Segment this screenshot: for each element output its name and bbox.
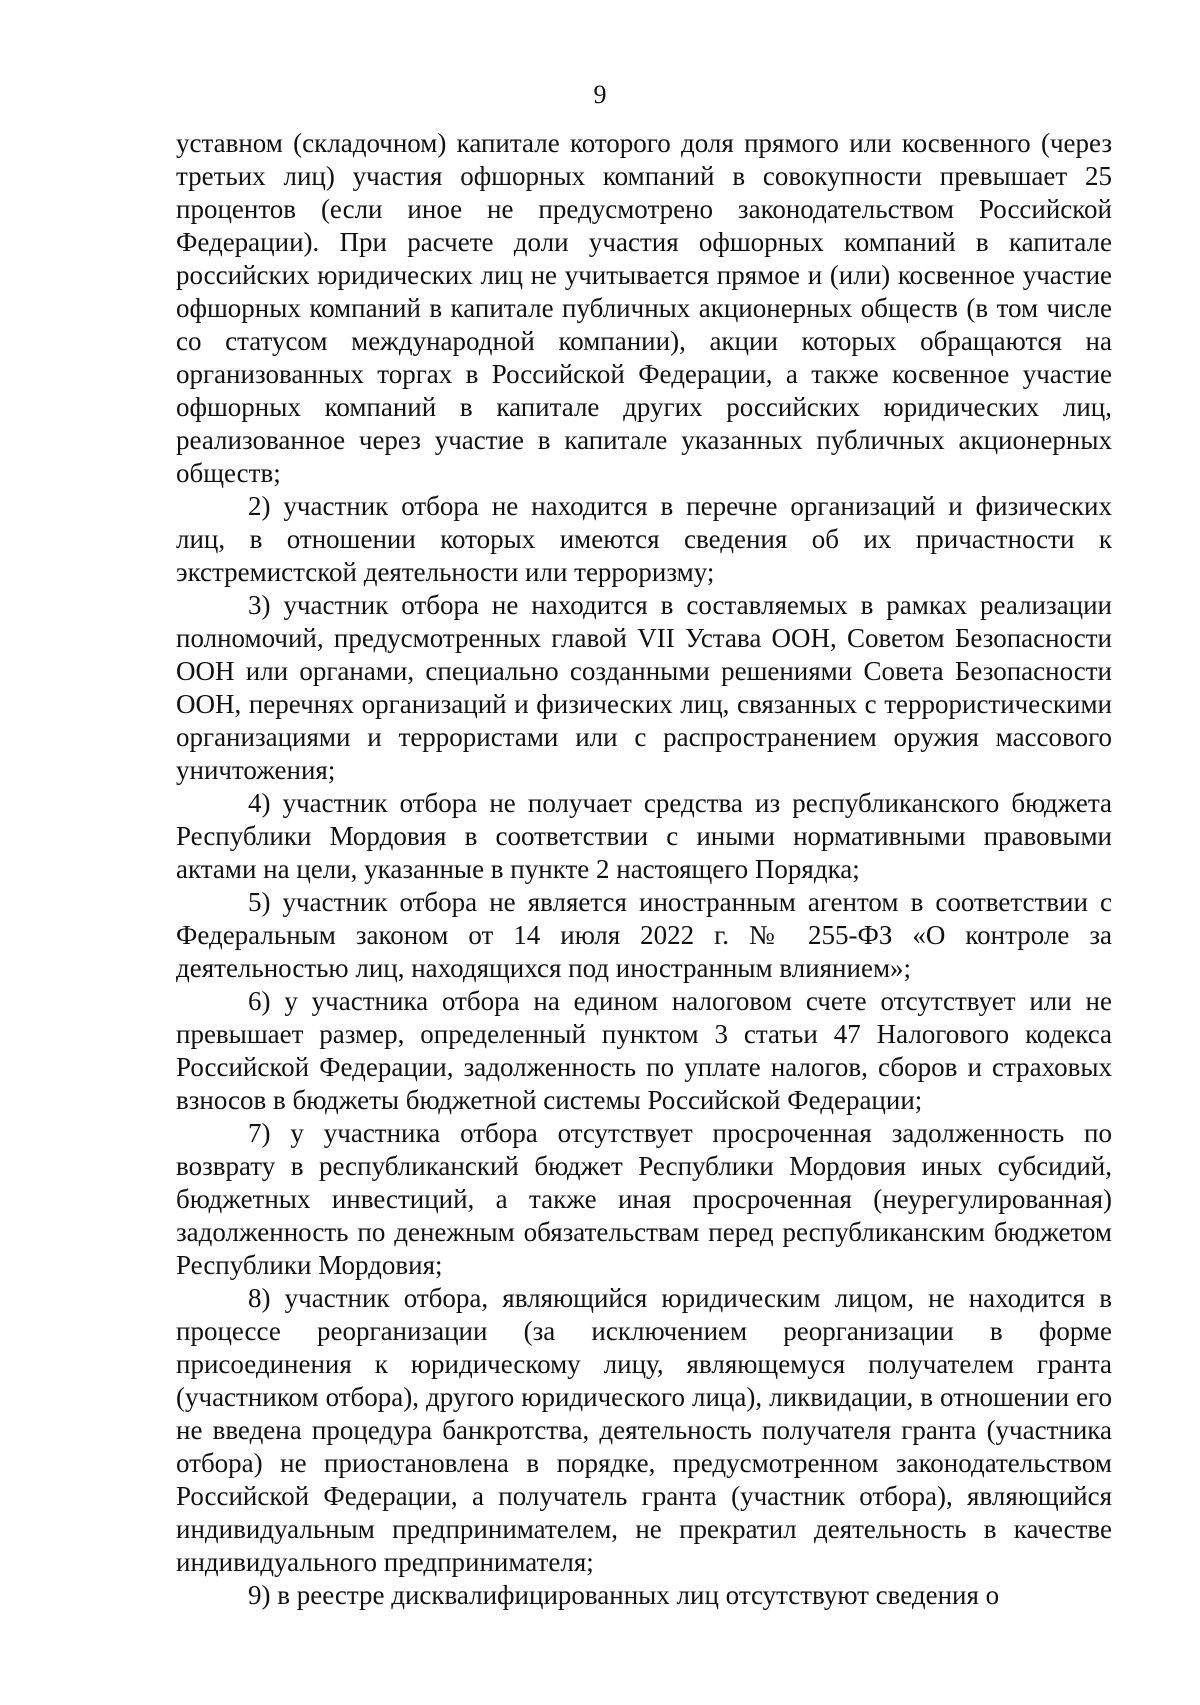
document-body	[176, 127, 1112, 1612]
paragraph-item-8: 8) участник отбора, являющийся юридическим лицом, не находится в процессе реорганизации (за исключением реорганизации в форме присоединения к юридическому лицу, являющемуся получателем гранта (участником отбора), другого юридического лица), ликвидации, в отношении его не введена процедура банкротства, деятельность получателя гранта (участника отбора) не приостановлена в порядке, предусмотренном законодательством Российской Федерации, а получатель гранта (участник отбора), являющийся индивидуальным предпринимателем, не прекратил деятельность в качестве индивидуального предпринимателя;	[176, 1283, 1112, 1577]
paragraph-item-9: 9) в реестре дисквалифицированных лиц отсутствуют сведения о	[248, 1580, 1000, 1610]
paragraph-continuation: уставном (складочном) капитале которого доля прямого или косвенного (через третьих лиц) участия офшорных компаний в совокупности превышает 25 процентов (если иное не предусмотрено законодательством Российской Федерации). При расчете доли участия офшорных компаний в капитале российских юридических лиц не учитывается прямое и (или) косвенное участие офшорных компаний в капитале публичных акционерных обществ (в том числе со статусом международной компании), акции которых обращаются на организованных торгах в Российской Федерации, а также косвенное участие офшорных компаний в капитале других российских юридических лиц, реализованное через участие в капитале указанных публичных акционерных обществ;	[176, 128, 1112, 488]
paragraph-item-6: 6) у участника отбора на едином налоговом счете отсутствует или не превышает размер, определенный пунктом 3 статьи 47 Налогового кодекса Российской Федерации, задолженность по уплате налогов, сборов и страховых взносов в бюджеты бюджетной системы Российской Федерации;	[176, 986, 1112, 1115]
paragraph-item-7: 7) у участника отбора отсутствует просроченная задолженность по возврату в республиканский бюджет Республики Мордовия иных субсидий, бюджетных инвестиций, а также иная просроченная (неурегулированная) задолженность по денежным обязательствам перед республиканским бюджетом Республики Мордовия;	[176, 1118, 1112, 1280]
paragraph-item-3: 3) участник отбора не находится в составляемых в рамках реализации полномочий, предусмотренных главой VII Устава ООН, Советом Безопасности ООН или органами, специально созданными решениями Совета Безопасности ООН, перечнях организаций и физических лиц, связанных с террористическими организациями и террористами или с распространением оружия массового уничтожения;	[176, 590, 1112, 785]
page-number: 9	[593, 80, 607, 109]
paragraph-item-2: 2) участник отбора не находится в перечне организаций и физических лиц, в отношении которых имеются сведения об их причастности к экстремистской деятельности или терроризму;	[176, 491, 1112, 587]
paragraph-item-5: 5) участник отбора не является иностранным агентом в соответствии с Федеральным законом от 14 июля 2022 г. № 255-ФЗ «О контроле за деятельностью лиц, находящихся под иностранным влиянием»;	[176, 887, 1112, 983]
paragraph-item-4: 4) участник отбора не получает средства из республиканского бюджета Республики Мордовия в соответствии с иными нормативными правовыми актами на цели, указанные в пункте 2 настоящего Порядка;	[176, 788, 1112, 884]
